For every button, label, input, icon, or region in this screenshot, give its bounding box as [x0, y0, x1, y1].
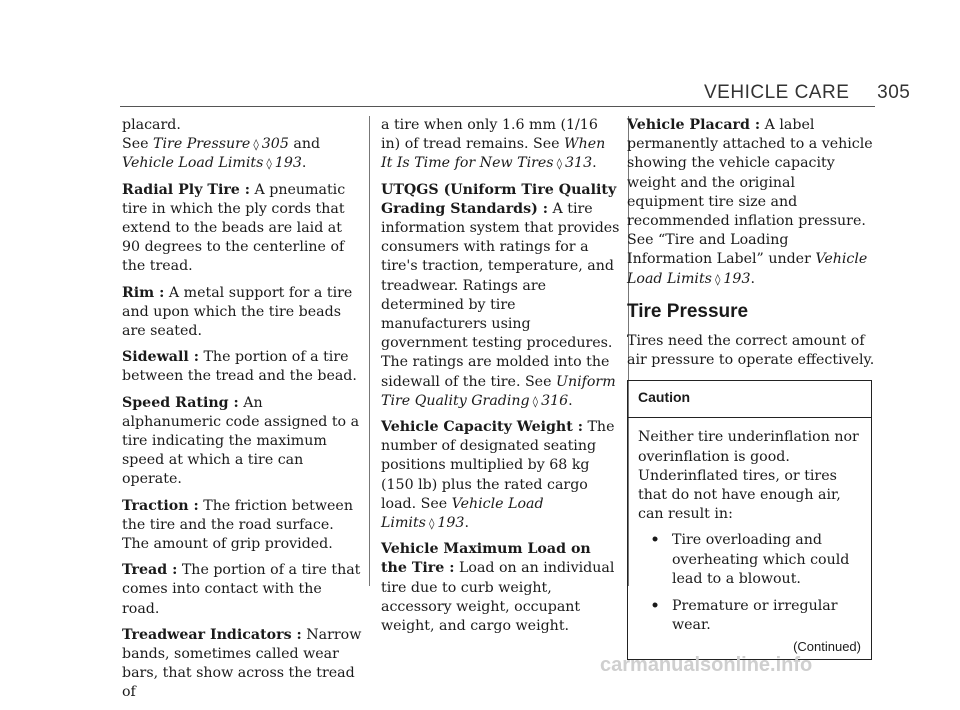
glossary-entry	[122, 497, 362, 555]
glossary-entry	[122, 284, 362, 342]
term: Rim :	[122, 284, 165, 301]
term: Vehicle Placard :	[627, 117, 761, 133]
definition: An alphanumeric code assigned to a tire indicating the maximum speed at which a tire can operate.	[122, 394, 360, 488]
text: a tire when only 1.6 mm (1/16 in) of tread remains. See	[381, 117, 598, 153]
page-number: 305	[877, 82, 911, 103]
paragraph-continued	[381, 116, 621, 174]
bullet-icon: •	[650, 532, 660, 549]
bullet-text: Tire overloading and overheating which could lead to a blowout.	[672, 532, 850, 587]
xref-link[interactable]: Tire Pressure	[153, 136, 251, 153]
term: Radial Ply Tire :	[122, 181, 251, 198]
column-1	[122, 116, 362, 710]
xref-link[interactable]: Vehicle Load Limits	[381, 495, 544, 532]
definition: The portion of a tire between the tread and the bead.	[122, 349, 357, 385]
definition: The portion of a tire that comes into contact with the road.	[122, 562, 361, 617]
definition: Load on an individual tire due to curb weight, accessory weight, occupant weight, and cargo weight.	[381, 560, 615, 635]
xref-page[interactable]: 193	[437, 515, 465, 532]
glossary-entry	[122, 181, 362, 277]
term: Vehicle Maximum Load on the Tire :	[381, 541, 591, 577]
text: See	[122, 136, 149, 153]
text: placard.	[122, 117, 181, 133]
xref-page[interactable]: 193	[274, 155, 302, 172]
header-rule	[120, 106, 875, 107]
xref-link[interactable]: Uniform Tire Quality Grading	[381, 373, 616, 409]
continued-label: (Continued)	[793, 639, 861, 655]
glossary-entry	[122, 561, 362, 619]
watermark: carmanualsonline.info	[600, 654, 813, 676]
column-3	[627, 116, 875, 660]
text: .	[464, 515, 469, 532]
term: Traction :	[122, 497, 199, 514]
section-title: VEHICLE CARE	[704, 82, 850, 103]
glossary-entry	[381, 418, 621, 533]
bullet-item	[638, 531, 861, 589]
column-2	[381, 116, 621, 643]
xref-link[interactable]: Vehicle Load Limits	[122, 155, 264, 172]
text: .	[568, 392, 573, 409]
xref-link[interactable]: When It Is Time for New Tires	[381, 136, 606, 172]
bullet-icon: •	[650, 598, 660, 615]
term: Speed Rating :	[122, 394, 239, 411]
page-ref-icon: ◊	[428, 517, 435, 531]
definition: A label permanently attached to a vehicle showing the vehicle capacity weight and the original equipment tire size and recommended inflation pressure. See “Tire and Loading Information Label” under	[627, 117, 873, 268]
glossary-entry	[122, 348, 362, 386]
page-ref-icon: ◊	[556, 157, 563, 171]
term: Sidewall :	[122, 349, 199, 366]
section-heading: Tire Pressure	[627, 300, 749, 322]
column-divider	[369, 116, 370, 586]
definition: A pneumatic tire in which the ply cords that extend to the beads are laid at 90 degrees to the centerline of the tread.	[122, 181, 346, 275]
caution-body	[628, 418, 871, 658]
glossary-entry	[381, 181, 621, 411]
text: .	[750, 270, 755, 287]
text: and	[293, 136, 321, 153]
paragraph-continued	[122, 116, 362, 174]
definition: The number of designated seating positions multiplied by 68 kg (150 lb) plus the rated cargo load. See	[381, 419, 615, 512]
definition: Narrow bands, sometimes called wear bars, that show across the tread of	[122, 626, 362, 701]
caution-text: Neither tire underinflation nor overinflation is good. Underinflated tires, or tires that do not have enough air, can result in:	[638, 429, 859, 523]
page-ref-icon: ◊	[266, 157, 272, 171]
page-ref-icon: ◊	[253, 138, 259, 152]
glossary-entry	[381, 540, 621, 636]
definition: A tire information system that provides consumers with ratings for a tire's traction, temperature, and treadwear. Ratings are determined by tire manufacturers using government testing procedures. The ratings are molded into the sidewall of the tire. See	[381, 200, 620, 390]
text: .	[592, 155, 597, 172]
text: .	[301, 155, 307, 172]
xref-page[interactable]: 313	[565, 155, 593, 172]
page-header	[704, 82, 910, 104]
xref-page[interactable]: 305	[261, 136, 289, 153]
page-ref-icon: ◊	[532, 394, 539, 408]
page-ref-icon: ◊	[714, 272, 721, 286]
term: Treadwear Indicators :	[122, 626, 302, 643]
term: UTQGS (Uniform Tire Quality Grading Standards) :	[381, 181, 617, 217]
caution-box	[627, 380, 872, 659]
xref-link[interactable]: Vehicle Load Limits	[627, 251, 868, 287]
bullet-text: Premature or irregular wear.	[672, 598, 838, 634]
bullet-item	[638, 597, 861, 635]
xref-page[interactable]: 193	[723, 270, 751, 287]
xref-page[interactable]: 316	[541, 392, 569, 409]
caution-title: Caution	[628, 381, 871, 418]
intro-paragraph: Tires need the correct amount of air pressure to operate effectively.	[627, 332, 875, 369]
glossary-entry	[122, 394, 362, 490]
definition: The friction between the tire and the road surface. The amount of grip provided.	[122, 497, 353, 553]
definition: A metal support for a tire and upon which the tire beads are seated.	[122, 284, 353, 340]
glossary-entry	[615, 116, 875, 289]
term: Vehicle Capacity Weight :	[381, 419, 583, 436]
glossary-entry	[122, 626, 362, 703]
term: Tread :	[122, 562, 178, 579]
